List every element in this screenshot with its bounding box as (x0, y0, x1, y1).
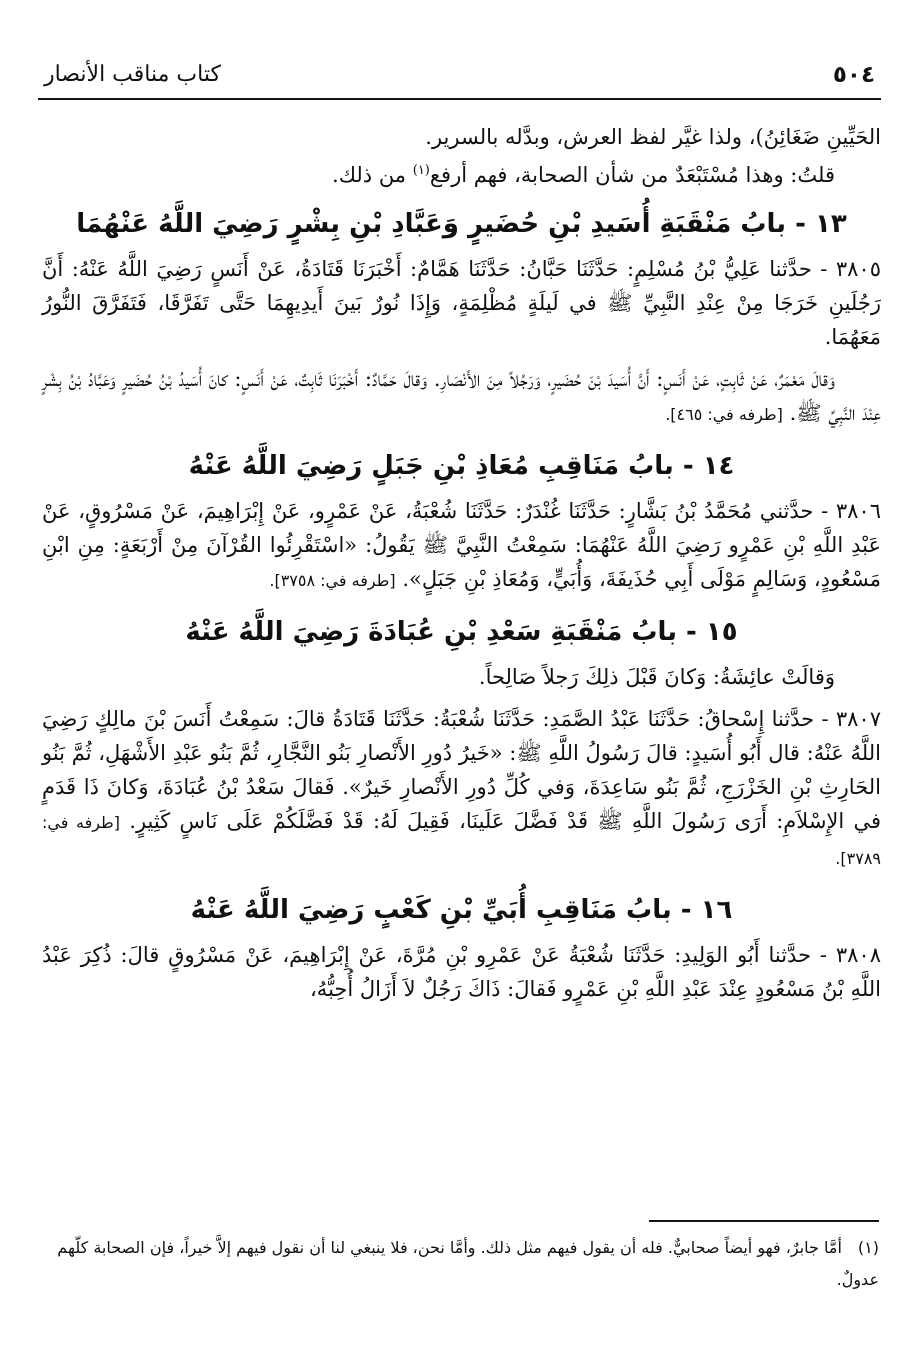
hadith-3807 (42, 702, 881, 876)
hadith-3806-text: ٣٨٠٦ - حدَّثني مُحَمَّدُ بْنُ بَشَّارٍ: حَدَّثَنَا غُنْدَرٌ: حَدَّثَنَا شُعْبَةُ، عَنْ عَمْرٍو، عَنْ إِبْرَاهِيمَ، عَنْ مَسْرُوقٍ، عَنْ عَبْدِ اللَّهِ بْنِ عَمْرٍو رَضِيَ اللَّهُ عَنْهُمَا: سَمِعْتُ النَّبِيَّ ﷺ يَقُولُ: «اسْتَقْرِئُوا القُرْآنَ مِنْ أَرْبَعَةٍ: مِنِ ابْنِ مَسْعُودٍ، وَسَالِمٍ مَوْلَى أَبِي حُذَيفَةَ، وَأُبَيٍّ، وَمُعَاذِ بْنِ جَبَلٍ». (42, 499, 881, 591)
cross-reference: [طرفه في: ٤٦٥]. (665, 405, 783, 424)
footnote (42, 1232, 879, 1296)
hadith-3808: ٣٨٠٨ - حدَّثنا أَبُو الوَلِيدِ: حَدَّثَنَا شُعْبَةُ عَنْ عَمْرِو بْنِ مُرَّةَ، عَنْ إِبْرَاهِيمَ، عَنْ مَسْرُوقٍ قالَ: ذُكِرَ عَبْدُ اللَّهِ بْنُ مَسْعُودٍ عِنْدَ عَبْدِ اللَّهِ بْنِ عَمْرٍو فَقالَ: ذَاكَ رَجُلٌ لاَ أَزَالُ أُحِبُّهُ، (42, 943, 881, 1001)
hadith-3805-chain-text: وَقالَ مَعْمَرٌ، عَنْ ثَابِتٍ، عَنْ أَنَسٍ: أَنَّ أُسَيدَ بْنَ حُضَيرٍ، وَرَجُلاً مِنَ الأَنْصَارِ. وَقالَ حَمَّادٌ: أَخْبَرَنَا ثَابِتٌ، عَنْ أَنَسٍ: كانَ أُسَيدُ بْنُ حُضَيرٍ وَعَبَّادُ بْنُ بِشْرٍ عِنْدَ النَّبِيِّ ﷺ. (42, 367, 881, 425)
chapter-heading-16: ١٦ - بابُ مَنَاقِبِ أُبَيِّ بْنِ كَعْبٍ رَضِيَ اللَّهُ عَنْهُ (190, 895, 733, 925)
author-note (42, 154, 881, 192)
hadith-3805: ٣٨٠٥ - حدَّثنا عَلِيُّ بْنُ مُسْلِمٍ: حَدَّثَنَا حَبَّانُ: حَدَّثَنَا هَمَّامٌ: أَخْبَرَنَا قَتَادَةُ، عَنْ أَنَسٍ رَضِيَ اللَّهُ عَنْهُ: أَنَّ رَجُلَينِ خَرَجَا مِنْ عِنْدِ النَّبِيِّ ﷺ في لَيلَةٍ مُظْلِمَةٍ، وَإِذَا نُورٌ بَينَ أَيدِيهِمَا حَتَّى تَفَرَّقَا، فَتَفَرَّقَ النُّورُ مَعَهُمَا. (42, 257, 881, 349)
chapter-heading-14: ١٤ - بابُ مَنَاقِبِ مُعَاذِ بْنِ جَبَلٍ رَضِيَ اللَّهُ عَنْهُ (188, 451, 735, 481)
author-note-end: من ذلك. (332, 163, 413, 187)
hadith-3805-chain (42, 362, 881, 432)
intro-line: الحَيِّينِ ضَغَائِنُ)، ولذا غيَّر لفظ العرش، وبدَّله بالسرير. (425, 125, 881, 149)
main-text (42, 120, 881, 1006)
cross-reference: [طرفه في: ٣٧٥٨]. (269, 571, 396, 590)
chapter-heading-15: ١٥ - بابُ مَنْقَبَةِ سَعْدِ بْنِ عُبَادَةَ رَضِيَ اللَّهُ عَنْهُ (185, 617, 738, 647)
cross-reference: [طرفه في: ٣٧٨٩]. (42, 813, 881, 868)
author-note-text: قلتُ: وهذا مُسْتَبْعَدٌ من شأن الصحابة، فهم أرفع (429, 163, 835, 187)
footnote-divider (649, 1220, 879, 1222)
footnote-marker: (١) (412, 163, 430, 178)
hadith-3806 (42, 494, 881, 598)
running-title: كتاب مناقب الأنصار (44, 62, 221, 87)
chapter-heading-13: ١٣ - بابُ مَنْقَبَةِ أُسَيدِ بْنِ حُضَيرٍ وَعَبَّادِ بْنِ بِشْرٍ رَضِيَ اللَّهُ عَنْهُمَا (76, 209, 847, 239)
aisha-statement: وَقالَتْ عائِشَةُ: وَكانَ قَبْلَ ذلِكَ رَجلاً صَالِحاً. (478, 665, 835, 689)
page-number: ٥٠٤ (832, 62, 875, 88)
footnote-number: (١) (857, 1238, 879, 1257)
footnote-text: أمَّا جابرٌ، فهو أيضاً صحابيٌّ. فله أن يقول فيهم مثل ذلك. وأمَّا نحن، فلا ينبغي لنا أن نقول فيهم إلاَّ خيراً، فإن الصحابة كلّهم عدولٌ. (57, 1238, 879, 1289)
page-header (38, 58, 881, 100)
hadith-3807-text: ٣٨٠٧ - حدَّثنا إِسْحاقُ: حَدَّثَنَا عَبْدُ الصَّمَدِ: حَدَّثَنَا شُعْبَةُ: حَدَّثَنَا قَتَادَةُ قالَ: سَمِعْتُ أَنَسَ بْنَ مالِكٍ رَضِيَ اللَّهُ عَنْهُ: قال أَبُو أُسَيدٍ: قالَ رَسُولُ اللَّهِ ﷺ: «خَيرُ دُورِ الأَنْصارِ بَنُو النَّجَّارِ، ثُمَّ بَنُو عَبْدِ الأَشْهَلِ، ثُمَّ بَنُو الحَارِثِ بْنِ الخَزْرَجِ، ثُمَّ بَنُو سَاعِدَةَ، وَفي كُلِّ دُورِ الأَنْصارِ خَيرٌ». فَقالَ سَعْدُ بْنُ عُبَادَةَ، وَكانَ ذَا قَدَمٍ في الإِسْلاَمِ: أَرَى رَسُولَ اللَّهِ ﷺ قَدْ فَضَّلَ عَلَينَا، فَقِيلَ لَهُ: قَدْ فَضَّلَكُمْ عَلَى نَاسٍ كَثِيرٍ. (42, 707, 881, 833)
